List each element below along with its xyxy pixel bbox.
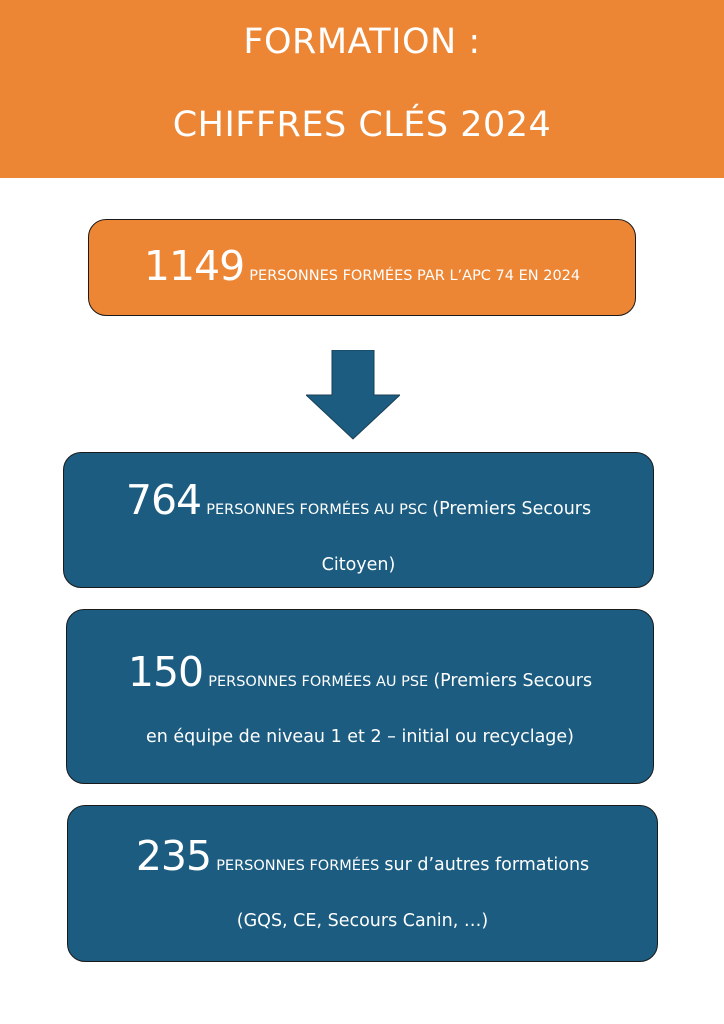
pse-box (66, 609, 654, 784)
header-subtitle: CHIFFRES CLÉS 2024 (172, 105, 552, 145)
total-trained-line (89, 242, 635, 300)
pse-label: PERSONNES FORMÉES AU PSE (208, 674, 429, 690)
psc-detail: (Premiers Secours (432, 499, 592, 519)
other-detail-continued: (GQS, CE, Secours Canin, …) (236, 911, 489, 931)
psc-box (63, 452, 654, 588)
other-label: PERSONNES FORMÉES (216, 858, 380, 874)
total-trained-box (88, 219, 636, 316)
other-number: 235 (135, 832, 212, 880)
psc-number: 764 (125, 476, 202, 524)
other-trainings-box (67, 805, 658, 962)
total-number: 1149 (143, 242, 245, 290)
pse-line (67, 647, 653, 707)
total-label: PERSONNES FORMÉES PAR L’APC 74 EN 2024 (249, 268, 581, 284)
psc-line (64, 475, 653, 535)
other-detail: sur d’autres formations (384, 855, 590, 875)
header-banner (0, 0, 724, 178)
psc-detail-continued: Citoyen) (321, 555, 396, 575)
other-line (68, 831, 657, 891)
pse-number: 150 (127, 648, 204, 696)
pse-detail-continued: en équipe de niveau 1 et 2 – initial ou recyclage) (146, 727, 574, 747)
psc-label: PERSONNES FORMÉES AU PSC (206, 502, 428, 518)
arrow-down-icon (306, 350, 400, 440)
pse-detail: (Premiers Secours (433, 671, 593, 691)
header-title: FORMATION : (243, 22, 481, 62)
